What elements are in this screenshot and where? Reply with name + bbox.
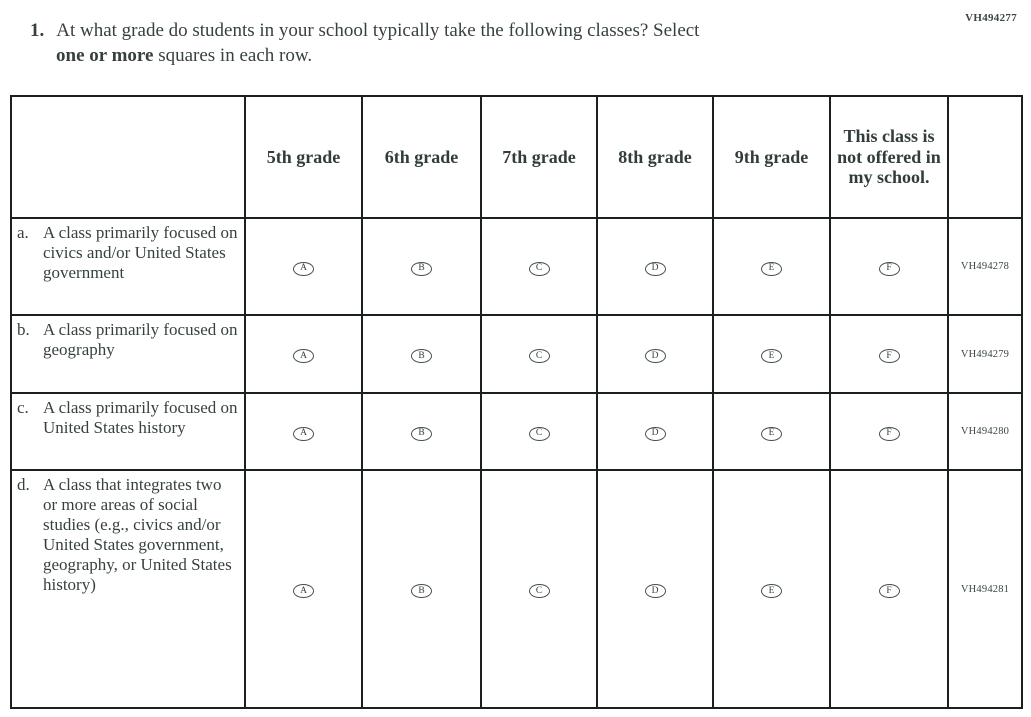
row-b-cell-7th [481, 315, 597, 393]
header-empty-cell [11, 96, 245, 218]
row-a-cell-8th [597, 218, 713, 315]
row-d-option-F[interactable]: F [879, 584, 900, 598]
row-c-cell-5th [245, 393, 362, 470]
row-b-code: VH494279 [948, 315, 1022, 393]
row-c-label-cell [11, 393, 245, 470]
table-header-row [11, 96, 1022, 218]
question-line2-rest: squares in each row. [153, 45, 313, 67]
row-a-option-B[interactable]: B [411, 262, 432, 276]
header-not-offered: This class is not offered in my school. [830, 96, 948, 218]
row-d-cell-not-offered [830, 470, 948, 708]
row-d-letter: d. [17, 475, 30, 494]
row-c-option-C[interactable]: C [529, 427, 550, 441]
row-c-option-E[interactable]: E [761, 427, 782, 441]
row-a-cell-7th [481, 218, 597, 315]
row-a-option-E[interactable]: E [761, 262, 782, 276]
row-d-text: A class that integrates two or more areas of social studies (e.g., civics and/or United States government, geography, or United States history) [43, 475, 232, 595]
row-a-cell-9th [713, 218, 830, 315]
row-c-code: VH494280 [948, 393, 1022, 470]
row-c-cell-9th [713, 393, 830, 470]
row-b-cell-8th [597, 315, 713, 393]
row-a-option-F[interactable]: F [879, 262, 900, 276]
row-b-option-F[interactable]: F [879, 349, 900, 363]
row-b-letter: b. [17, 320, 30, 339]
row-d-option-D[interactable]: D [645, 584, 666, 598]
row-b-label-cell [11, 315, 245, 393]
row-d-cell-5th [245, 470, 362, 708]
row-a-option-C[interactable]: C [529, 262, 550, 276]
row-b-cell-6th [362, 315, 481, 393]
row-b-option-E[interactable]: E [761, 349, 782, 363]
header-6th-grade: 6th grade [362, 96, 481, 218]
row-c-cell-7th [481, 393, 597, 470]
row-c-option-D[interactable]: D [645, 427, 666, 441]
grade-selection-table [10, 95, 1023, 709]
row-d-option-C[interactable]: C [529, 584, 550, 598]
row-d-cell-8th [597, 470, 713, 708]
header-8th-grade: 8th grade [597, 96, 713, 218]
header-5th-grade: 5th grade [245, 96, 362, 218]
row-c-text: A class primarily focused on United States history [43, 398, 238, 438]
row-b-cell-not-offered [830, 315, 948, 393]
row-d-option-B[interactable]: B [411, 584, 432, 598]
page-accession-code: VH494277 [965, 12, 1017, 24]
row-d-option-E[interactable]: E [761, 584, 782, 598]
row-d-label-cell [11, 470, 245, 708]
row-a-cell-not-offered [830, 218, 948, 315]
question-line2 [30, 45, 312, 66]
header-7th-grade: 7th grade [481, 96, 597, 218]
table-row-c [11, 393, 1022, 470]
row-a-label-cell [11, 218, 245, 315]
row-d-cell-9th [713, 470, 830, 708]
table-row-b [11, 315, 1022, 393]
row-c-cell-not-offered [830, 393, 948, 470]
row-b-option-A[interactable]: A [293, 349, 314, 363]
row-c-option-F[interactable]: F [879, 427, 900, 441]
row-c-option-A[interactable]: A [293, 427, 314, 441]
header-code-cell [948, 96, 1022, 218]
row-b-option-B[interactable]: B [411, 349, 432, 363]
row-a-option-D[interactable]: D [645, 262, 666, 276]
row-d-code: VH494281 [948, 470, 1022, 708]
row-d-cell-7th [481, 470, 597, 708]
row-a-text: A class primarily focused on civics and/or United States government [43, 223, 238, 283]
question-line1: At what grade do students in your school typically take the following classes? Select [56, 20, 700, 41]
row-c-letter: c. [17, 398, 29, 417]
table-row-d [11, 470, 1022, 708]
question-text [30, 18, 930, 68]
row-c-option-B[interactable]: B [411, 427, 432, 441]
row-b-option-D[interactable]: D [645, 349, 666, 363]
row-a-code: VH494278 [948, 218, 1022, 315]
row-c-cell-8th [597, 393, 713, 470]
row-b-option-C[interactable]: C [529, 349, 550, 363]
row-b-cell-5th [245, 315, 362, 393]
row-a-letter: a. [17, 223, 29, 242]
row-d-option-A[interactable]: A [293, 584, 314, 598]
row-b-text: A class primarily focused on geography [43, 320, 238, 360]
question-number: 1. [30, 20, 45, 41]
question-bold-phrase: one or more [56, 45, 154, 67]
row-c-cell-6th [362, 393, 481, 470]
row-a-cell-5th [245, 218, 362, 315]
row-b-cell-9th [713, 315, 830, 393]
header-9th-grade: 9th grade [713, 96, 830, 218]
row-a-cell-6th [362, 218, 481, 315]
row-d-cell-6th [362, 470, 481, 708]
row-a-option-A[interactable]: A [293, 262, 314, 276]
table-row-a [11, 218, 1022, 315]
